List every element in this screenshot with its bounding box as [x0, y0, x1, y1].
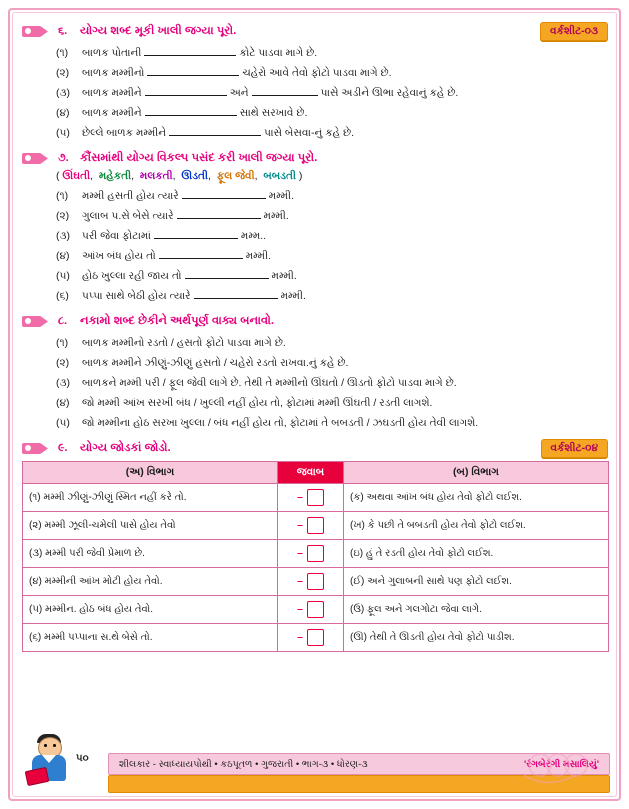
bracket-open: (: [56, 170, 60, 182]
question-item: [22, 373, 608, 393]
cell-answer[interactable]: [278, 624, 344, 652]
fill-blank[interactable]: [147, 65, 239, 76]
arrow-bullet-icon: [22, 314, 52, 329]
option-word: બબડતી: [263, 170, 296, 182]
section-number: ૯.: [58, 442, 68, 454]
section-heading-7: [22, 151, 608, 166]
option-word: મહેકતી: [98, 170, 132, 182]
cell-left: [23, 512, 278, 540]
right-item-text: કે પછી તે બબડતી હોય તેવો ફોટો લઈશ.: [367, 520, 526, 531]
question-text-pre: બાળક પોતાની: [82, 47, 142, 59]
left-item-number: (૬): [29, 632, 42, 643]
answer-box[interactable]: [307, 601, 324, 618]
right-item-text: ફૂલ અને ગલગોટા જેવા લાગે.: [367, 604, 482, 615]
fill-blank[interactable]: [182, 188, 266, 199]
left-item-number: (૪): [29, 576, 42, 587]
question-number: (૬): [56, 290, 69, 302]
section-title: યોગ્ય જોડકાં જોડો.: [80, 442, 171, 454]
left-item-number: (૫): [29, 604, 43, 615]
question-item: [22, 393, 608, 413]
cell-answer[interactable]: [278, 540, 344, 568]
left-item-text: મમ્મીની આંખ મોટી હોય તેવો.: [44, 576, 163, 587]
section-title: યોગ્ય શબ્દ મૂકી ખાલી જગ્યા પૂરો.: [80, 25, 237, 37]
cell-left: [23, 568, 278, 596]
cell-right: [344, 596, 609, 624]
matching-table: [22, 461, 609, 652]
question-text-pre: બાળક મમ્મીને: [82, 87, 142, 99]
cell-right: [344, 484, 609, 512]
fill-blank[interactable]: [145, 85, 227, 96]
section-number: ૮.: [58, 315, 68, 327]
fill-blank[interactable]: [177, 208, 261, 219]
table-row: [23, 596, 609, 624]
question-number: (૪): [56, 397, 70, 409]
question-item: [22, 206, 608, 226]
page-number: ૫૦: [76, 753, 89, 764]
right-item-number: (ઊ): [350, 632, 368, 643]
cell-left: [23, 484, 278, 512]
col-header-b: (બ) વિભાગ: [344, 462, 609, 484]
cell-left: [23, 624, 278, 652]
left-item-number: (૩): [29, 548, 43, 559]
question-text: બાળકને મમ્મી પરી / ફૂલ જેવી લાગે છે. તેથી તે મમ્મીનો ઊંઘતો / ઊડતો ફોટો પાડવા માગે છે.: [82, 377, 457, 389]
fill-blank[interactable]: [252, 85, 318, 96]
arrow-bullet-icon: [22, 441, 52, 456]
table-row: [23, 568, 609, 596]
question-text-post: મમ્મી.: [263, 210, 289, 222]
fill-blank[interactable]: [194, 288, 278, 299]
left-item-number: (૧): [29, 492, 41, 503]
answer-box[interactable]: [307, 489, 324, 506]
decorative-swirl-icon: [518, 751, 608, 795]
question-item: [22, 123, 608, 143]
answer-box[interactable]: [307, 545, 324, 562]
section-number: ૭.: [58, 152, 69, 164]
question-text-post: મમ્મ..: [240, 230, 267, 242]
question-number: (૫): [56, 417, 70, 429]
question-text-pre: બાળક મમ્મીનો: [82, 67, 145, 79]
question-item: [22, 266, 608, 286]
option-word: ઊંઘતી: [62, 170, 91, 182]
table-row: [23, 540, 609, 568]
answer-box[interactable]: [307, 517, 324, 534]
question-item: [22, 353, 608, 373]
left-item-text: મમ્મી પરી જેવી પ્રેમાળ છે.: [45, 548, 145, 559]
section-title: કૌંસમાંથી યોગ્ય વિકલ્પ પસંદ કરી ખાલી જગ્યા પૂરો.: [80, 152, 318, 164]
question-item: [22, 43, 608, 63]
col-header-answer: જવાબ: [278, 462, 344, 484]
question-item: [22, 226, 608, 246]
cell-left: [23, 596, 278, 624]
question-number: (૧): [56, 337, 69, 349]
table-row: [23, 484, 609, 512]
question-text: બાળક મમ્મીને ઝીણું-ઝીણું હસતો / ચહેરો રડતો રાખવા.નું કહે છે.: [82, 357, 349, 369]
table-row: [23, 512, 609, 540]
option-word: મલકતી: [139, 170, 173, 182]
question-text-post: મમ્મી.: [245, 250, 272, 262]
right-item-number: (ઇ): [350, 548, 364, 559]
right-item-text: હું તે રડતી હોય તેવો ફોટો લઈશ.: [365, 548, 494, 559]
question-text-pre: આંખ બંધ હોય તો: [82, 250, 156, 262]
fill-blank[interactable]: [159, 248, 243, 259]
question-number: (૫): [56, 127, 70, 139]
section-title: નકામો શબ્દ છેકીને અર્થપૂર્ણ વાક્ય બનાવો.: [80, 315, 275, 327]
section-heading-9: [22, 441, 608, 456]
question-text-post: મમ્મી.: [280, 290, 306, 302]
col-header-a: (અ) વિભાગ: [23, 462, 278, 484]
answer-box[interactable]: [307, 629, 324, 646]
worksheet-badge-04: વર્કશીટ-૦૪: [541, 439, 609, 458]
dash-mark: –: [297, 604, 303, 616]
cell-right: [344, 512, 609, 540]
question-text-post: કોટે પાડવા માગે છે.: [239, 47, 318, 59]
question-number: (૫): [56, 270, 70, 282]
question-text-pre: પરી જેવા ફોટામાં: [82, 230, 151, 242]
question-text-post: મમ્મી.: [271, 270, 297, 282]
right-item-number: (ઉ): [350, 604, 365, 615]
student-mascot-illustration: [28, 733, 74, 791]
right-item-number: (ખ): [350, 520, 365, 531]
question-text-post: ચહેરો આવે તેવો ફોટો પાડવા માગે છે.: [242, 67, 392, 79]
option-word: ઊડતી: [181, 170, 208, 182]
question-number: (૩): [56, 230, 70, 242]
left-item-number: (૨): [29, 520, 42, 531]
question-text-post: પાસે બેસવા-નું કહે છે.: [264, 127, 355, 139]
question-text-pre: મમ્મી હસતી હોય ત્યારે: [82, 190, 179, 202]
left-item-text: મમ્મીન. હોઠ બંધ હોય તેવો.: [45, 604, 154, 615]
question-item: [22, 413, 608, 433]
cell-right: [344, 624, 609, 652]
cell-answer[interactable]: [278, 596, 344, 624]
question-text: બાળક મમ્મીનો રડતો / હસતો ફોટો પાડવા માગે છે.: [82, 337, 286, 349]
worksheet-badge-03: વર્કશીટ-૦૩: [540, 22, 608, 41]
fill-blank[interactable]: [169, 125, 261, 136]
table-header-row: [23, 462, 609, 484]
arrow-bullet-icon: [22, 151, 52, 166]
left-item-text: મમ્મી ઝીણું-ઝીણું સ્મિત નહીં કરે તો.: [43, 492, 187, 503]
cell-answer[interactable]: [278, 484, 344, 512]
option-bank: ( ઊંઘતી, મહેકતી, મલકતી, ઊડતી, ફૂલ જેવી, બબડતી ): [56, 170, 303, 182]
cell-right: [344, 540, 609, 568]
question-number: (૩): [56, 377, 70, 389]
dash-mark: –: [297, 632, 303, 644]
left-item-text: મમ્મી પપ્પાના સ.થે બેસે તો.: [44, 632, 153, 643]
question-item: [22, 286, 608, 306]
question-text-pre: છેલ્લે બાળક મમ્મીને: [82, 127, 167, 139]
bracket-close: ): [298, 170, 303, 182]
dash-mark: –: [297, 576, 303, 588]
dash-mark: –: [297, 520, 303, 532]
fill-blank[interactable]: [185, 268, 269, 279]
right-item-text: અથવા આંખ બંધ હોય તેવો ફોટો લઈશ.: [366, 492, 522, 503]
question-number: (૧): [56, 47, 69, 59]
question-text-post: મમ્મી.: [268, 190, 294, 202]
right-item-text: તેથી તે ઊડતી હોય તેવો ફોટો પાડીશ.: [369, 632, 515, 643]
question-item: [22, 246, 608, 266]
footer-right-text: 'રંગબેરંગી મસાલિયું': [523, 758, 599, 770]
question-text-pre: બાળક મમ્મીને: [82, 107, 142, 119]
question-number: (૨): [56, 357, 70, 369]
question-number: (૪): [56, 250, 70, 262]
question-text-post: સાથે સરખાવે છે.: [239, 107, 308, 119]
right-item-number: (ક): [350, 492, 364, 503]
question-number: (૪): [56, 107, 70, 119]
section-heading-8: [22, 314, 608, 329]
dash-mark: –: [297, 492, 303, 504]
question-item: [22, 63, 608, 83]
worksheet-content: [22, 24, 608, 652]
footer-left-text: શીલકાર - સ્વાધ્યાયપોથી • કઠપૂતળ • ગુજરાતી • ભાગ-૩ • ધોરણ-૩: [119, 758, 368, 770]
question-list-8: [22, 333, 608, 433]
question-number: (૨): [56, 67, 70, 79]
cell-answer[interactable]: [278, 512, 344, 540]
table-row: [23, 624, 609, 652]
cell-answer[interactable]: [278, 568, 344, 596]
cell-right: [344, 568, 609, 596]
question-number: (૨): [56, 210, 70, 222]
question-text-pre: ગુલાબ પ.સે બેસે ત્યારે: [82, 210, 174, 222]
cell-left: [23, 540, 278, 568]
question-list-6: [22, 43, 608, 143]
fill-blank[interactable]: [144, 45, 236, 56]
fill-blank[interactable]: [145, 105, 237, 116]
fill-blank[interactable]: [154, 228, 238, 239]
dash-mark: –: [297, 548, 303, 560]
question-number: (૩): [56, 87, 70, 99]
question-list-7: [22, 186, 608, 306]
question-text: જો મમ્મીના હોઠ સરખા ખુલ્લા / બંધ નહીં હોય તો, ફોટામાં તે બબડતી / ઝઘડતી હોય તેવી લાગશે.: [82, 417, 479, 429]
option-word: ફૂલ જેવી: [216, 170, 255, 182]
arrow-bullet-icon: [22, 24, 52, 39]
question-item: [22, 83, 608, 103]
question-text: જો મમ્મી આંખ સરખી બંધ / ખુલ્લી નહીં હોય તો, ફોટામાં મમ્મી ઊંઘતી / રડતી લાગશે.: [82, 397, 433, 409]
right-item-text: અને ગુલાબની સાથે પણ ફોટો લઈશ.: [367, 576, 512, 587]
question-text-pre: હોઠ ખુલ્લા રહી જાય તો: [82, 270, 182, 282]
answer-box[interactable]: [307, 573, 324, 590]
question-text-mid: અને: [229, 87, 249, 99]
question-item: [22, 103, 608, 123]
question-item: [22, 186, 608, 206]
section-heading-6: [22, 24, 608, 39]
page-footer: [22, 749, 608, 795]
question-number: (૧): [56, 190, 69, 202]
right-item-number: (ઈ): [350, 576, 365, 587]
left-item-text: મમ્મી ઝૂલી-ચમેલી પાસે હોય તેવો: [44, 520, 176, 531]
section-number: ૬.: [58, 25, 68, 37]
question-item: [22, 333, 608, 353]
question-text-post: પાસે અડીને ઊભા રહેવાનું કહે છે.: [320, 87, 459, 99]
question-text-pre: પપ્પા સાથે બેઠી હોય ત્યારે: [82, 290, 191, 302]
